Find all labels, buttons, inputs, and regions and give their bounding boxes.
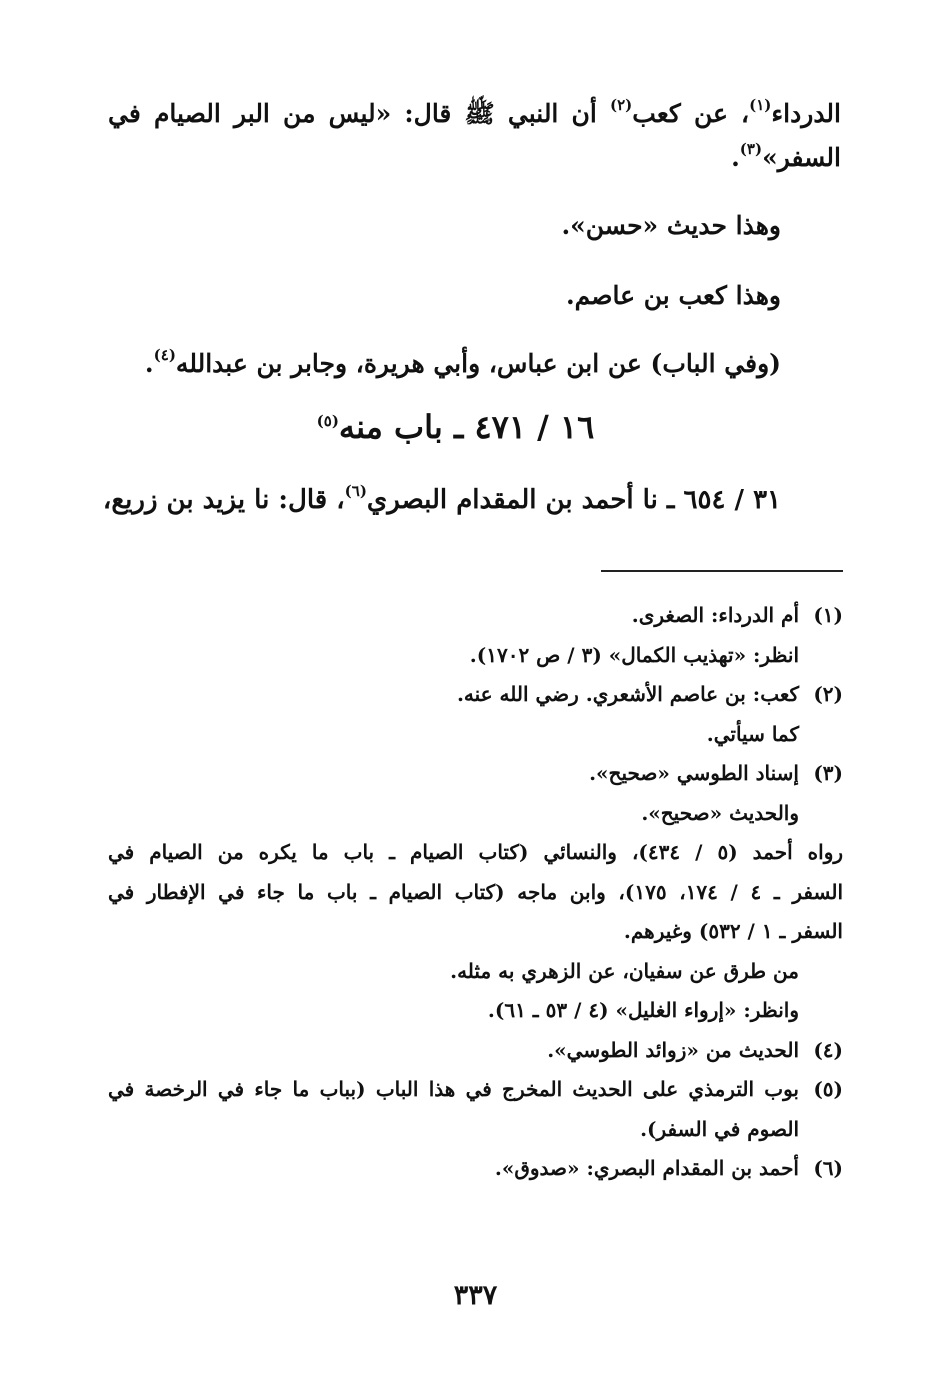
main-paragraph-1-line-1 [108,92,841,136]
footnote-number: (٣) [813,761,843,785]
footnote-text: أحمد بن المقدام البصري: «صدوق». [494,1156,799,1180]
text-segment: ، عن كعب [632,99,750,128]
footnote-text: انظر: «تهذيب الكمال» (٣ / ص ١٧٠٢). [469,642,799,667]
footnote-line [108,754,843,794]
footnote-text: من طرق عن سفيان، عن الزهري به مثله. [450,958,799,983]
footnote-text: السفر ـ ٤ / ١٧٤، ١٧٥)، وابن ماجه (كتاب الصيام ـ باب ما جاء في الإفطار في [108,879,843,904]
chapter-heading [0,408,951,446]
footnotes [108,596,843,1189]
footnote-line [108,833,843,873]
footnote-line [108,715,843,755]
text-segment: أن النبي ﷺ قال: «ليس من البر الصيام في [108,99,610,128]
footnote-ref-2: (٢) [610,96,633,114]
footnote-number: (٢) [813,682,843,706]
footnote-text: بوب الترمذي على الحديث المخرج في هذا الباب (بباب ما جاء في الرخصة في [108,1077,799,1101]
chapter-heading-text: ١٦ / ٤٧١ ـ باب منه [338,408,595,446]
footnote-separator [601,570,843,572]
text-segment: . [731,143,740,172]
text-segment: ، قال: نا يزيد بن زريع، [102,485,345,515]
footnote-number: (٦) [813,1156,843,1180]
footnote-ref-5: (٥) [316,412,339,430]
footnote-line [108,1070,843,1110]
footnote-line [108,794,843,834]
text-segment: (وفي الباب) عن ابن عباس، وأبي هريرة، وجابر بن عبدالله [175,349,781,378]
footnote-text: الحديث من «زوائد الطوسي». [547,1037,799,1062]
main-paragraph-1-line-2 [108,136,841,180]
text-segment: السفر» [762,143,841,172]
footnote-line [108,873,843,913]
footnote-line [108,596,843,636]
footnote-text: كما سيأتي. [706,721,799,746]
footnote-line [108,991,843,1031]
footnote-number: (١) [813,603,843,627]
footnote-text: والحديث «صحيح». [641,800,799,825]
footnote-line [108,952,843,992]
footnote-line [108,1031,843,1071]
footnote-ref-4: (٤) [153,346,176,364]
footnote-number: (٤) [813,1037,843,1062]
text-segment: ٣١ / ٦٥٤ ـ نا أحمد بن المقدام البصري [366,485,781,515]
footnote-line [108,912,843,952]
footnote-line [108,1149,843,1189]
footnote-text: إسناد الطوسي «صحيح». [589,761,799,785]
footnote-ref-3: (٣) [739,140,763,158]
main-paragraph-4 [145,344,781,384]
footnote-text: رواه أحمد (٥ / ٤٣٤)، والنسائي (كتاب الصيام ـ باب ما يكره من الصيام في [108,840,843,864]
footnote-text: كعب: بن عاصم الأشعري. رضي الله عنه. [456,682,799,706]
footnote-number: (٥) [813,1077,843,1101]
text-segment: . [144,349,154,378]
text-segment: الدرداء [771,99,841,128]
main-paragraph-3: وهذا كعب بن عاصم. [565,281,781,310]
main-paragraph-1 [108,92,841,180]
page-number: ٣٣٧ [453,1280,498,1311]
footnote-text: السفر ـ ١ / ٥٣٢) وغيرهم. [623,919,843,943]
main-paragraph-2: وهذا حديث «حسن». [561,211,781,240]
footnote-line [108,636,843,676]
footnote-text: وانظر: «إرواء الغليل» (٤ / ٥٣ ـ ٦١). [487,998,799,1022]
footnote-line [108,675,843,715]
footnote-text: أم الدرداء: الصغرى. [631,603,799,627]
footnote-text: الصوم في السفر). [640,1116,799,1141]
footnote-ref-6: (٦) [344,482,367,500]
hadith-line [103,480,781,520]
footnote-line [108,1110,843,1150]
footnote-ref-1: (١) [749,96,772,114]
